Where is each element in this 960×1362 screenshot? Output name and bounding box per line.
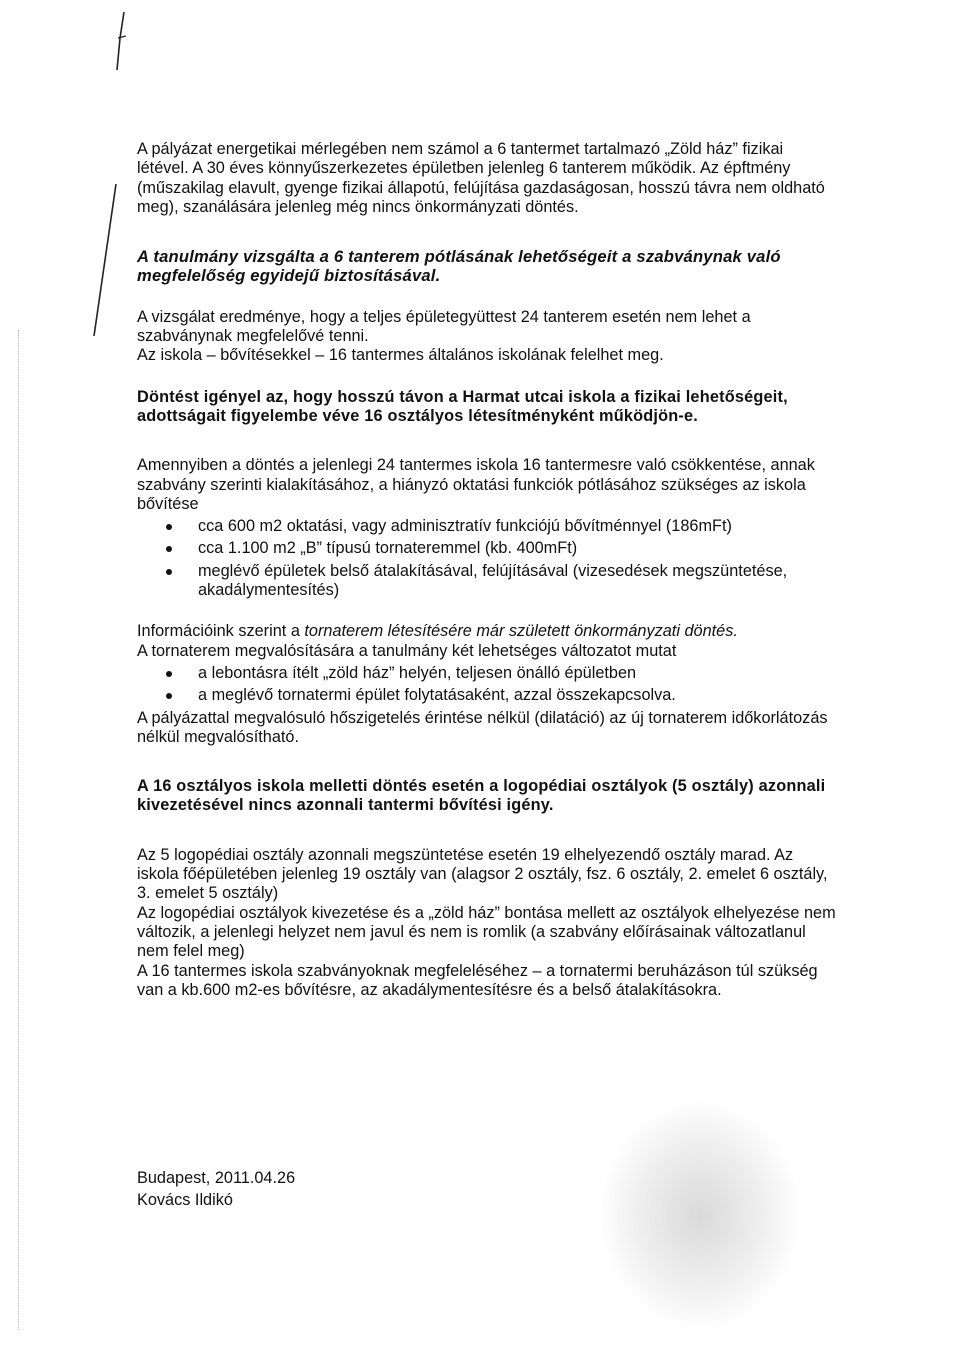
intro-paragraph: A pályázat energetikai mérlegében nem számol a 6 tantermet tartalmazó „Zöld ház” fizikai létével. A 30 éves könnyűszerkezetes épületben jelenleg 6 tanterem működik. Az épftmény (műszakilag elavult, gyenge fizikai állapotú, felújítása gazdaságosan, hosszú távra nem oldható meg), szanálására jelenleg még nincs önkormányzati döntés.: [137, 140, 825, 216]
signature-block: [137, 1167, 295, 1211]
extension-options-list: [137, 517, 837, 600]
gym-variants-paragraph: A tornaterem megvalósítására a tanulmány két lehetséges változatot mutat: [137, 641, 677, 660]
classes-paragraph: Az 5 logopédiai osztály azonnali megszüntetése esetén 19 elhelyezendő osztály marad. Az iskola főépületében jelenleg 19 osztály van (alagsor 2 osztály, fsz. 6 osztály, 2. emelet 6 osztály, 3. emelet 5 osztály): [137, 845, 828, 903]
information-italic: tornaterem létesítésére már született önkormányzati döntés.: [304, 622, 738, 641]
standards-paragraph: A 16 tantermes iskola szabványoknak megfeleléséhez – a tornatermi beruházáson túl szükség van a kb.600 m2-es bővítésre, az akadálymentesítésre és a belső átalakításokra.: [137, 961, 818, 999]
logopedic-removal-paragraph: Az logopédiai osztályok kivezetése és a „zöld ház” bontása mellett az osztályok elhelyezése nem változik, a jelenlegi helyzet nem javul és nem is romlik (a szabvány előírásainak változatlanul nem felel meg): [137, 903, 836, 961]
study-heading: A tanulmány vizsgálta a 6 tanterem pótlásának lehetőségeit a szabványnak való megfelelőség egyidejű biztosításával.: [137, 247, 781, 286]
signature-name: Kovács Ildikó: [137, 1191, 233, 1209]
list-item: cca 600 m2 oktatási, vagy adminisztratív funkciójú bővítménnyel (186mFt): [181, 517, 837, 536]
margin-mark-line: [90, 180, 120, 340]
gym-variants-list: [137, 664, 837, 706]
list-item: a lebontásra ítélt „zöld ház” helyén, teljesen önálló épületben: [181, 664, 837, 683]
list-item: cca 1.100 m2 „B” típusú tornateremmel (kb. 400mFt): [181, 539, 837, 558]
information-prefix: Információink szerint a: [137, 622, 305, 641]
scan-edge-artifact: [18, 330, 20, 1330]
insulation-paragraph: A pályázattal megvalósuló hőszigetelés érintése nélkül (dilatáció) az új tornaterem időkorlátozás nélkül megvalósítható.: [137, 708, 828, 746]
school-extension-paragraph: Az iskola – bővítésekkel – 16 tantermes általános iskolának felelhet meg.: [137, 346, 664, 365]
result-paragraph: A vizsgálat eredménye, hogy a teljes épületegyüttest 24 tanterem esetén nem lehet a szabványnak megfelelővé tenni.: [137, 307, 751, 346]
logopedic-decision-paragraph: A 16 osztályos iskola melletti döntés esetén a logopédiai osztályok (5 osztály) azonnali kivezetésével nincs azonnali tantermi bővítési igény.: [137, 777, 826, 815]
decision-required-paragraph: Döntést igényel az, hogy hosszú távon a Harmat utcai iskola a fizikai lehetőségeit, adottságait figyelembe véve 16 osztályos létesítményként működjön-e.: [137, 387, 788, 425]
list-item: a meglévő tornatermi épület folytatásaként, azzal összekapcsolva.: [181, 686, 837, 705]
signature-place-date: Budapest, 2011.04.26: [137, 1169, 296, 1187]
reduction-paragraph: Amennyiben a döntés a jelenlegi 24 tantermes iskola 16 tantermesre való csökkentése, annak szabvány szerinti kialakításához, a hiányzó oktatási funkciók pótlásához szükséges az iskola bővítése: [137, 456, 815, 513]
list-item: meglévő épületek belső átalakításával, felújításával (vizesedések megszüntetése, akadálymentesítés): [181, 562, 837, 601]
information-paragraph: [137, 622, 837, 641]
stamp-smudge: [600, 1100, 800, 1330]
document-body: [137, 140, 837, 1000]
handwritten-mark-top: [108, 8, 138, 78]
